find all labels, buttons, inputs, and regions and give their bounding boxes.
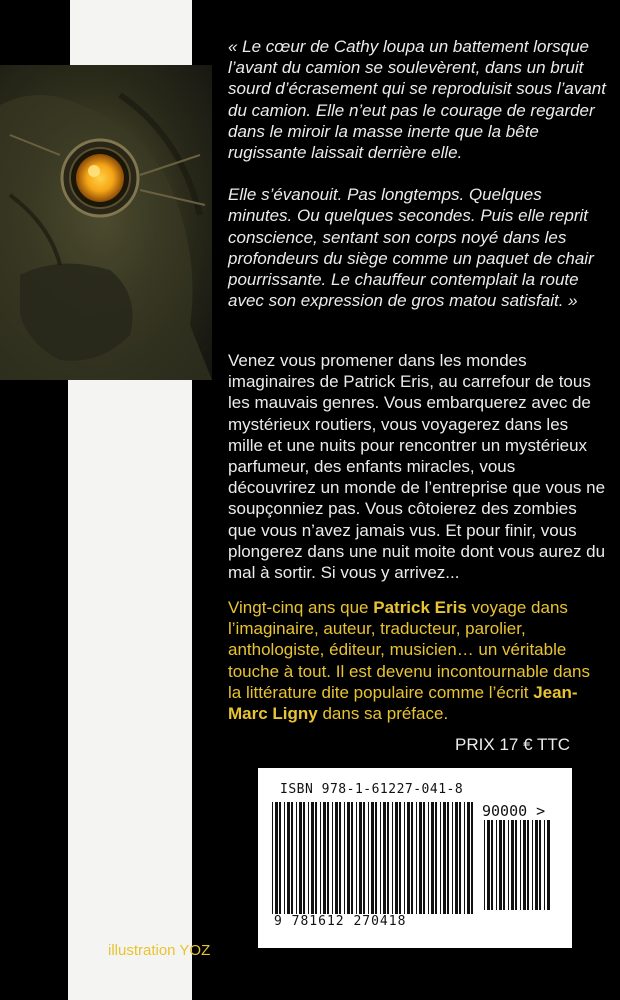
white-strip-top	[0, 0, 192, 65]
bio-text-3: dans sa préface.	[317, 704, 449, 724]
excerpt-quote	[228, 36, 606, 332]
strip-cut	[0, 0, 70, 65]
price-label: PRIX 17 € TTC	[455, 735, 570, 754]
addon-code: 90000 >	[482, 802, 546, 820]
illustration-credit: illustration YOZ	[108, 942, 211, 959]
bio-text-2: voyage dans l’imaginaire, auteur, traducteur, parolier, anthologiste, éditeur, musicien… un véritable touche à tout. Il est devenu incontournable dans la littérature dite populaire comme l’écrit	[228, 598, 590, 702]
excerpt-paragraph-2: Elle s’évanouit. Pas longtemps. Quelques minutes. Ou quelques secondes. Puis elle reprit conscience, sentant son corps noyé dans les profondeurs du siège comme un paquet de chair pourrissante. Le chauffeur contemplait la route avec son expression de gros matou satisfait. »	[228, 185, 594, 311]
bio-text-1: Vingt-cinq ans que	[228, 598, 374, 617]
glowing-eye	[76, 154, 124, 202]
addon-barcode	[484, 820, 550, 910]
preface-author-name: Jean-Marc Ligny	[228, 682, 578, 724]
cover-illustration	[0, 65, 212, 380]
white-strip-bottom	[68, 380, 192, 1000]
barcode-box	[258, 768, 572, 948]
excerpt-paragraph-1: « Le cœur de Cathy loupa un battement lorsque l’avant du camion se soulevèrent, dans un bruit sourd d’écrasement qui se reproduisit sous l’avant du camion. Elle n’eut pas le courage de regarder dans le miroir la masse inerte que la bête rugissante laissait derrière elle.	[228, 37, 606, 163]
author-bio	[228, 597, 606, 724]
ean-digits: 9 781612 270418	[274, 914, 407, 929]
robot-face-art	[0, 65, 212, 380]
ean-barcode	[272, 802, 477, 914]
isbn-label: ISBN 978-1-61227-041-8	[280, 782, 464, 797]
author-name: Patrick Eris	[373, 598, 467, 617]
book-blurb: Venez vous promener dans les mondes imaginaires de Patrick Eris, au carrefour de tous les mauvais genres. Vous embarquerez avec de mystérieux routiers, vous voyagerez dans les mille et une nuits pour rencontrer un mystérieux parfumeur, des enfants miracles, vous découvrirez un monde de l’entreprise que vous ne soupçonniez pas. Vous côtoierez des zombies que vous n’avez jamais vus. Et pour finir, vous plongerez dans une nuit moite dont vous aurez du mal à sortir. Si vous y arrivez...	[228, 351, 606, 583]
